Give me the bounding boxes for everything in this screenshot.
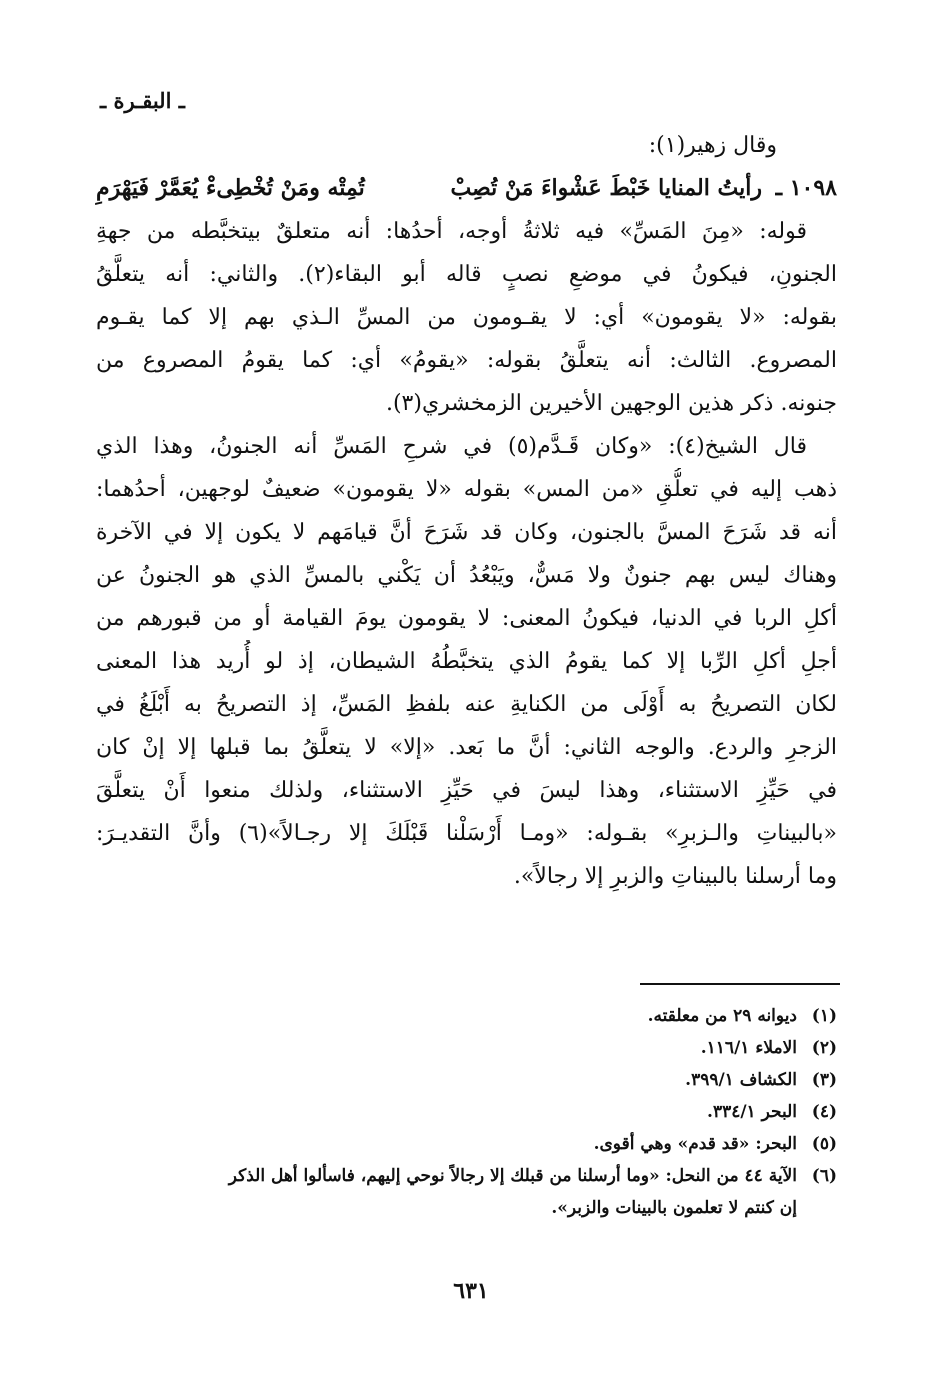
footnote — [120, 1160, 837, 1192]
footnote — [120, 1032, 837, 1064]
text-line: لكان التصريحُ به أَوْلَى من الكنايةِ عنه بلفظِ المَسِّ، إذ التصريحُ به أَبْلَغُ في — [96, 692, 837, 717]
footnote-number: (٣) — [811, 1070, 837, 1090]
footnote — [120, 1128, 837, 1160]
footnote-text: البحر ٣٣٤/١. — [707, 1102, 797, 1122]
main-text — [96, 124, 837, 898]
footnote-number: (١) — [811, 1006, 837, 1026]
footnote-number: (٥) — [811, 1134, 837, 1154]
text-line: أجلِ أكلِ الرِّبا إلا كما يقومُ الذي يتخبَّطُهُ الشيطان، إذ لو أُريد هذا المعنى — [96, 649, 837, 674]
text-line: في حَيِّزِ الاستثناء، وهذا ليسَ في حَيِّزِ الاستثناء، ولذلك منعوا أَنْ يتعلَّقَ — [96, 778, 837, 803]
footnote-number: (٤) — [811, 1102, 837, 1122]
text-line: بقوله: «لا يقومون» أي: لا يقـومون من المسِّ الـذي بهم إلا كما يقـوم — [96, 305, 837, 330]
footnote — [120, 1064, 837, 1096]
footnote-text: الكشاف ٣٩٩/١. — [685, 1070, 797, 1090]
text-line: أكلِ الربا في الدنيا، فيكونُ المعنى: لا يقومون يومَ القيامة أو من قبورهم من — [96, 606, 837, 631]
footnote-continuation: إن كنتم لا تعلمون بالبينات والزبر». — [551, 1198, 797, 1218]
footnote-number: (٦) — [811, 1166, 837, 1186]
text-line: وهناك ليس بهم جنونٌ ولا مَسٌّ، ويَبْعُدُ أن يَكْني بالمسِّ الذي هو الجنونُ عن — [96, 563, 837, 588]
footnote-number: (٢) — [811, 1038, 837, 1058]
text-line: المصروع. الثالث: أنه يتعلَّقُ بقوله: «يقومُ» أي: كما يقومُ المصروع من — [96, 348, 837, 373]
poetry-verse — [96, 167, 837, 210]
running-header: ـ البقـرة ـ — [100, 88, 185, 113]
footnote-text: الاملاء ١١٦/١. — [700, 1038, 797, 1058]
text-line: الزجرِ والردع. والوجه الثاني: أنَّ ما بَعد. «إلا» لا يتعلَّقُ بما قبلها إلا إنْ كان — [96, 735, 837, 760]
text-line: قوله: «مِنَ المَسِّ» فيه ثلاثةُ أوجه، أحدُها: أنه متعلقٌ بيتخبَّطه من جهةِ — [96, 219, 807, 244]
footnote — [120, 1096, 837, 1128]
footnote-divider — [640, 983, 840, 985]
footnote-text: ديوانه ٢٩ من معلقته. — [647, 1006, 797, 1026]
text-line: ذهب إليه في تعلُّقِ «من المس» بقوله «لا يقومون» ضعيفٌ لوجهين، أحدُهما: — [96, 477, 837, 502]
verse-first-half-wrap — [450, 167, 837, 210]
text-line: «بالبيناتِ والـزبرِ» بقـوله: «ومـا أَرْسَلْنا قَبْلَكَ إلا رجـالاً»(٦) وأنَّ التقديـرَ: — [96, 821, 837, 846]
intro-line: وقال زهير(١): — [648, 133, 777, 158]
verse-first-hemistich: رأيتُ المنايا خَبْطَ عَشْواءَ مَنْ تُصِبْ — [450, 175, 762, 201]
page-number: ٦٣١ — [453, 1278, 489, 1304]
text-line: جنونه. ذكر هذين الوجهين الأخيرين الزمخشري(٣). — [385, 391, 837, 416]
text-line: قال الشيخ(٤): «وكان قَـدَّم(٥) في شرحِ المَسِّ أنه الجنونُ، وهذا الذي — [96, 434, 807, 459]
footnote-text: البحر: «قد قدم» وهي أقوى. — [593, 1134, 797, 1154]
text-line: الجنونِ، فيكونُ في موضعِ نصبٍ قاله أبو البقاء(٢). والثاني: أنه يتعلَّقُ — [96, 262, 837, 287]
verse-second-hemistich: تُمِتْه ومَنْ تُخْطِىءْ يُعَمَّرْ فَيَهْرَمِ — [96, 175, 365, 201]
verse-number: ١٠٩٨ ـ — [775, 175, 837, 201]
footnote — [120, 1000, 837, 1032]
text-line: وما أرسلنا بالبيناتِ والزبرِ إلا رجالاً». — [513, 864, 837, 889]
text-line: أنه قد شَرَحَ المسَّ بالجنون، وكان قد شَرَحَ أنَّ قيامَهم لا يكون إلا في الآخرة — [96, 520, 837, 545]
footnotes — [120, 1000, 837, 1224]
footnote-text: الآية ٤٤ من النحل: «وما أرسلنا من قبلك إلا رجالاً نوحي إليهم، فاسألوا أهل الذكر — [228, 1166, 797, 1186]
